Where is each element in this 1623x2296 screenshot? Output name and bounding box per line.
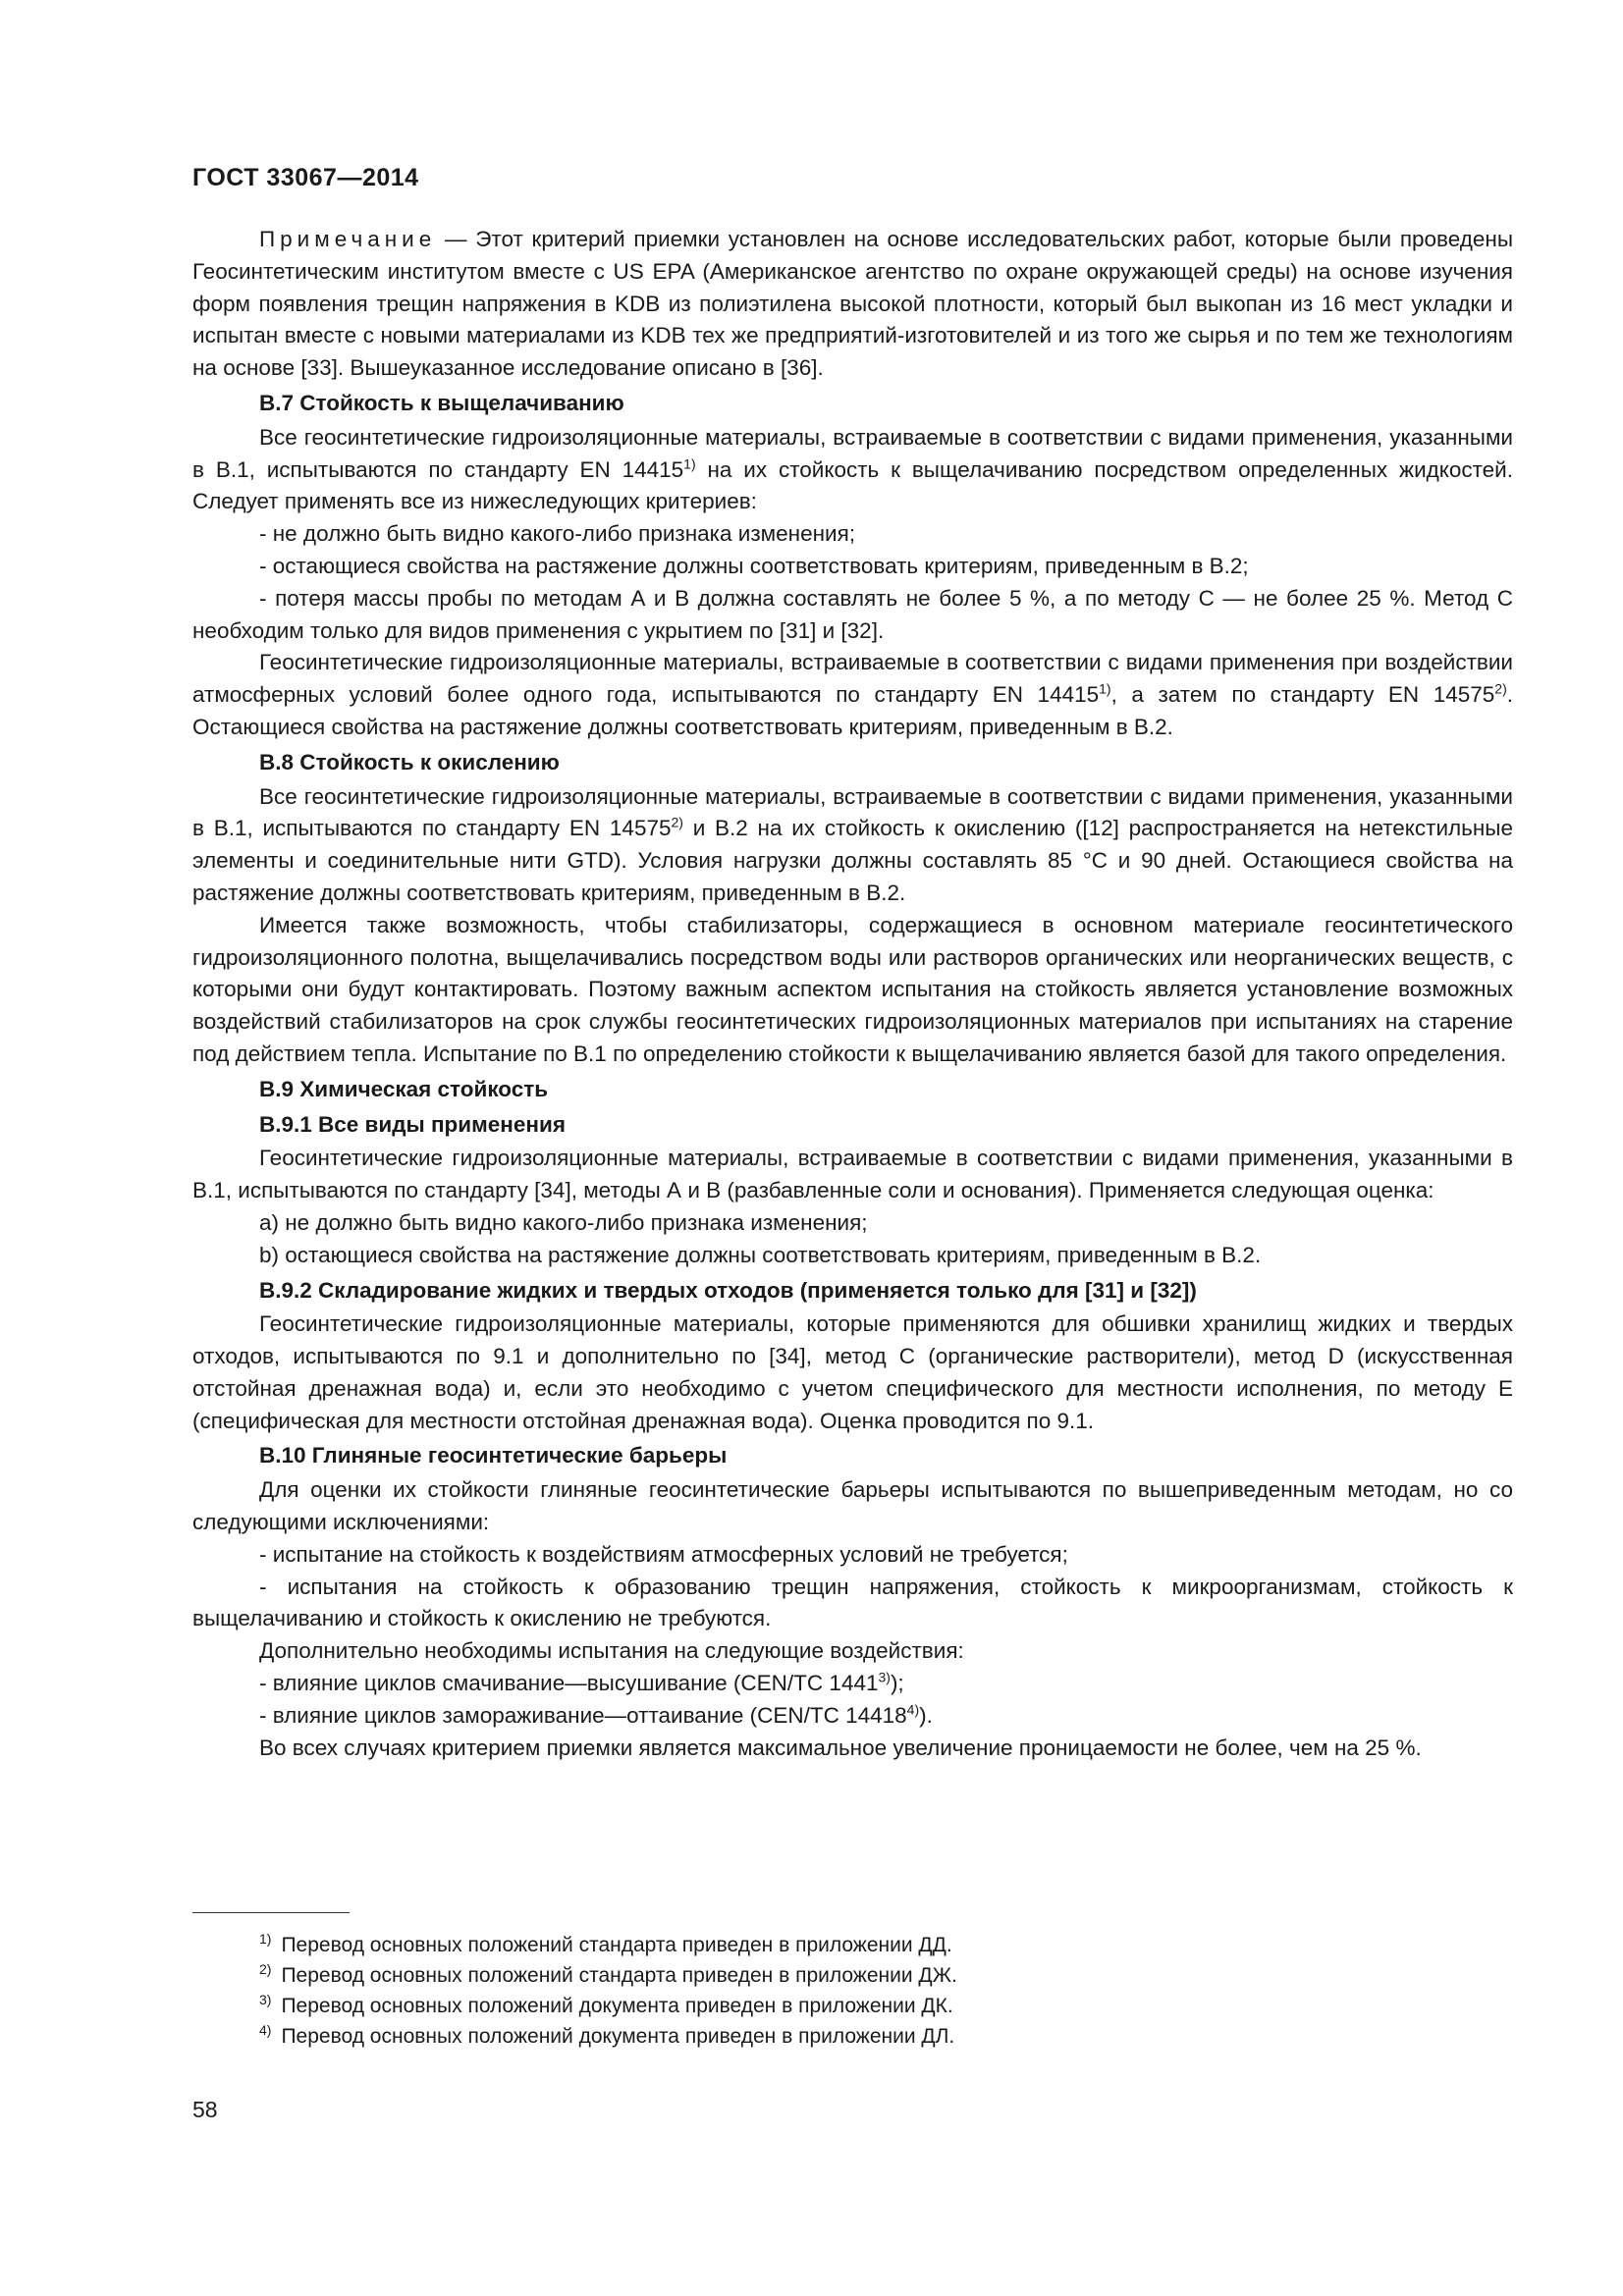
document-code-header: ГОСТ 33067—2014 <box>192 164 419 191</box>
b8-p1-text-b: и В.2 на их стойкость к окислению ([12] распространяется на нетекстильные элементы и соединительные нити GTD). Условия нагрузки должны составлять 85 °С и 90 дней. Остающиеся свойства на растяжение должны соответствовать критериям, приведенным в В.2. <box>192 816 1513 905</box>
footnotes <box>259 1930 1437 2052</box>
footnote-3 <box>259 1991 1437 2021</box>
b7-p2-text-c: . Остающиеся свойства на растяжение должны соответствовать критериям, приведенным в В.2. <box>192 682 1514 739</box>
footnote-ref: 2) <box>671 814 683 830</box>
b8-p1-text-a: Все геосинтетические гидроизоляционные материалы, встраиваемые в соответствии с видами применения, указанными в В.1, испытываются по стандарту EN 14575 <box>192 783 1513 841</box>
footnote-text: Перевод основных положений документа приведен в приложении ДЛ. <box>281 2025 955 2048</box>
b10-paragraph-3: Во всех случаях критерием приемки является максимальное увеличение проницаемости не более, чем на 25 %. <box>259 1735 1422 1760</box>
b7-paragraph-2 <box>192 647 1513 743</box>
b7-list-item-1: - не должно быть видно какого-либо признака изменения; <box>259 521 856 547</box>
b10-list-item-3 <box>192 1668 1513 1700</box>
footnote-mark: 1) <box>259 1931 272 1947</box>
b7-paragraph-1 <box>192 422 1513 518</box>
note-label: Примечание <box>259 227 437 251</box>
b10-list-item-1: - испытание на стойкость к воздействиям атмосферных условий не требуется; <box>259 1541 1068 1567</box>
section-b10-title: В.10 Глиняные геосинтетические барьеры <box>259 1443 728 1468</box>
footnote-1 <box>259 1930 1437 1960</box>
footnote-ref: 1) <box>683 455 696 472</box>
footnote-ref: 1) <box>1099 680 1111 697</box>
footnote-text: Перевод основных положений документа приведен в приложении ДК. <box>281 1995 953 2017</box>
b10-list-item-2: - испытания на стойкость к образованию трещин напряжения, стойкость к микроорганизмам, стойкость к выщелачиванию и стойкость к окислению не требуются. <box>192 1574 1513 1631</box>
b7-p2-text-a: Геосинтетические гидроизоляционные материалы, встраиваемые в соответствии с видами применения при воздействии атмосферных условий более одного года, испытываются по стандарту EN 14415 <box>192 650 1513 708</box>
section-b9-1-title: В.9.1 Все виды применения <box>259 1111 566 1137</box>
footnote-mark: 4) <box>259 2022 272 2038</box>
footnote-mark: 3) <box>259 1992 272 2007</box>
page-number: 58 <box>192 2097 218 2122</box>
main-content <box>192 224 1513 1764</box>
b10-paragraph-1: Для оценки их стойкости глиняные геосинтетические барьеры испытываются по вышеприведенным методам, но со следующими исключениями: <box>192 1477 1513 1535</box>
b8-paragraph-2: Имеется также возможность, чтобы стабилизаторы, содержащиеся в основном материале геосинтетического гидроизоляционного полотна, выщелачивались посредством воды или растворов органических или неорганических веществ, с которыми они будут контактировать. Поэтому важным аспектом испытания на стойкость является установление возможных воздействий стабилизаторов на срок службы геосинтетических гидроизоляционных материалов при испытаниях на старение под действием тепла. Испытание по В.1 по определению стойкости к выщелачиванию является базой для такого определения. <box>192 912 1513 1066</box>
b9-1-paragraph: Геосинтетические гидроизоляционные материалы, встраиваемые в соответствии с видами применения, указанными в В.1, испытываются по стандарту [34], методы А и В (разбавленные соли и основания). Применяется следующая оценка: <box>192 1146 1513 1203</box>
b9-1-list-item-b: b) остающиеся свойства на растяжение должны соответствовать критериям, приведенным в В.2. <box>259 1242 1262 1267</box>
b10-list-item-4 <box>192 1700 1513 1733</box>
b7-list-item-2: - остающиеся свойства на растяжение должны соответствовать критериям, приведенным в В.2; <box>259 553 1249 578</box>
section-b9-title: В.9 Химическая стойкость <box>259 1076 549 1101</box>
b10-li3-text-b: ); <box>890 1671 904 1696</box>
footnote-text: Перевод основных положений стандарта приведен в приложении ДЖ. <box>281 1964 957 1987</box>
b7-p1-text-a: Все геосинтетические гидроизоляционные материалы, встраиваемые в соответствии с видами применения, указанными в В.1, испытываются по стандарту EN 14415 <box>192 424 1513 482</box>
section-b8-title: В.8 Стойкость к окислению <box>259 749 560 774</box>
footnote-divider <box>192 1912 350 1913</box>
footnote-4 <box>259 2021 1437 2052</box>
section-b7-title: В.7 Стойкость к выщелачиванию <box>259 390 624 415</box>
b7-list-item-3: - потеря массы пробы по методам А и В должна составлять не более 5 %, а по методу С — не более 25 %. Метод С необходим только для видов применения с укрытием по [31] и [32]. <box>192 585 1513 643</box>
footnote-ref: 2) <box>1494 680 1507 697</box>
section-b9-2-title: В.9.2 Складирование жидких и твердых отходов (применяется только для [31] и [32]) <box>259 1277 1197 1303</box>
footnote-mark: 2) <box>259 1961 272 1977</box>
note-paragraph <box>192 224 1513 385</box>
footnote-text: Перевод основных положений стандарта приведен в приложении ДД. <box>281 1934 952 1956</box>
footnote-ref: 4) <box>906 1701 920 1718</box>
b10-li3-text-a: - влияние циклов смачивание—высушивание (CEN/TC 1441 <box>259 1671 879 1696</box>
b10-li4-text-b: ). <box>919 1702 933 1728</box>
note-text: — Этот критерий приемки установлен на основе исследовательских работ, которые были проведены Геосинтетическим институтом вместе с US EPA (Американское агентство по охране окружающей среды) на основе изучения форм появления трещин напряжения в KDB из полиэтилена высокой плотности, который был выкопан из 16 мест укладки и испытан вместе с новыми материалами из KDB тех же предприятий-изготовителей и из того же сырья и по тем же технологиям на основе [33]. Вышеуказанное исследование описано в [36]. <box>192 227 1513 381</box>
footnote-2 <box>259 1960 1437 1991</box>
b9-2-paragraph: Геосинтетические гидроизоляционные материалы, которые применяются для обшивки хранилищ жидких и твердых отходов, испытываются по 9.1 и дополнительно по [34], метод С (органические растворители), метод D (искусственная отстойная дренажная вода) и, если это необходимо с учетом специфического для местности исполнения, по методу Е (специфическая для местности отстойная дренажная вода). Оценка проводится по 9.1. <box>192 1311 1513 1433</box>
b9-1-list-item-a: a) не должно быть видно какого-либо признака изменения; <box>259 1209 868 1235</box>
b10-li4-text-a: - влияние циклов замораживание—оттаивание (CEN/TC 14418 <box>259 1702 907 1728</box>
footnote-ref: 3) <box>878 1669 891 1685</box>
b7-p2-text-b: , а затем по стандарту EN 14575 <box>1110 682 1495 708</box>
b7-p1-text-b: на их стойкость к выщелачиванию посредством определенных жидкостей. Следует применять все из нижеследующих критериев: <box>192 456 1514 514</box>
b8-paragraph-1 <box>192 781 1513 910</box>
b10-paragraph-2: Дополнительно необходимы испытания на следующие воздействия: <box>259 1638 964 1664</box>
